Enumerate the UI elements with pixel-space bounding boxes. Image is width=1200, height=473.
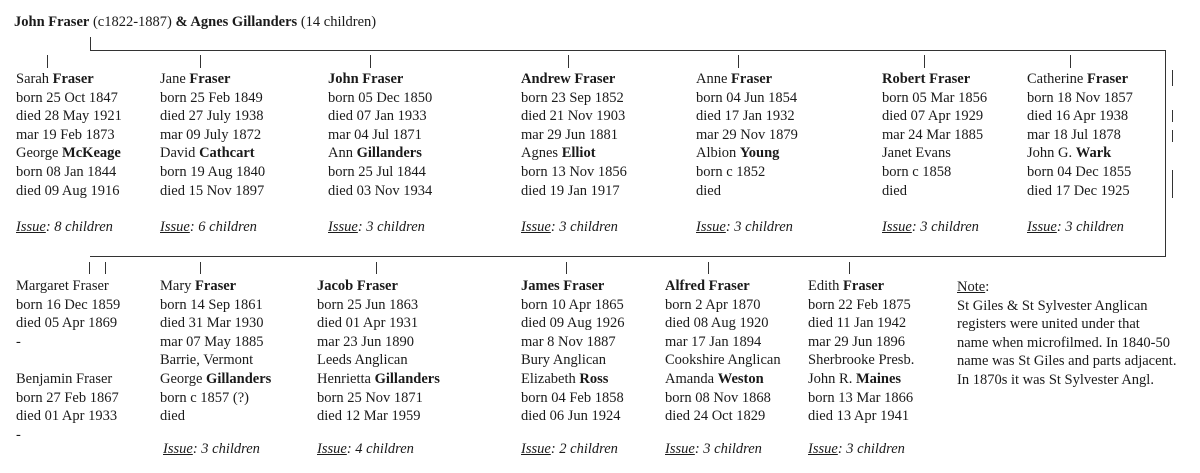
row2-tick [708, 262, 709, 274]
child-entry [160, 277, 271, 426]
spouse-first-name: George [160, 370, 203, 387]
child-detail: born 10 Apr 1865 [521, 296, 624, 313]
row2-tick [849, 262, 850, 274]
spouse-surname: Gillanders [374, 370, 440, 387]
spouse-detail: died 15 Nov 1897 [160, 182, 265, 199]
issue-label [808, 441, 905, 458]
spouse-detail: born 13 Nov 1856 [521, 163, 627, 180]
issue-word: Issue [1027, 219, 1057, 235]
note-heading: Note [957, 279, 986, 295]
husband-first-name: John [14, 14, 45, 30]
spouse-surname: Wark [1075, 145, 1112, 162]
spouse-detail: born 13 Mar 1866 [808, 389, 914, 406]
child-surname: Fraser [843, 278, 885, 294]
note-line: In 1870s it was St Sylvester Angl. [957, 371, 1154, 388]
child-entry [521, 70, 627, 200]
child-surname: Fraser [574, 71, 616, 87]
spouse-detail: born 08 Nov 1868 [665, 389, 771, 406]
issue-word: Issue [163, 441, 193, 457]
row1-tick [1070, 55, 1071, 68]
spouse-detail: born 04 Feb 1858 [521, 389, 624, 406]
child-detail: died 31 Mar 1930 [160, 315, 264, 332]
spouse-first-name: Elizabeth [521, 370, 576, 387]
child-surname: Fraser [708, 278, 750, 294]
spouse-name [328, 144, 432, 163]
child-name [1027, 70, 1133, 89]
row1-tick [200, 55, 201, 68]
child-detail: mar 29 Nov 1879 [696, 126, 798, 143]
spouse-detail: died 06 Jun 1924 [521, 408, 621, 425]
issue-word: Issue [16, 219, 46, 235]
child-detail: born 25 Jun 1863 [317, 296, 419, 313]
spouse-name [696, 144, 798, 163]
child-detail: died 01 Apr 1931 [317, 315, 419, 332]
child-detail: born 18 Nov 1857 [1027, 89, 1133, 106]
note-box [957, 278, 1197, 390]
spouse-surname: Maines [855, 370, 902, 387]
spouse-name [521, 144, 627, 163]
child-detail: Bury Anglican [521, 352, 606, 369]
edge-tick [1172, 130, 1173, 142]
child-detail: - [16, 426, 21, 443]
child-detail: mar 17 Jan 1894 [665, 333, 762, 350]
child-name: Benjamin Fraser [16, 370, 113, 387]
spouse-detail: died [696, 182, 721, 199]
child-detail: mar 8 Nov 1887 [521, 333, 616, 350]
spouse-detail: born 25 Jul 1844 [328, 163, 426, 180]
child-name [317, 277, 440, 296]
child-first-name: Catherine [1027, 71, 1084, 87]
spouse-first-name: David [160, 145, 196, 162]
child-detail: Sherbrooke Presb. [808, 352, 915, 369]
spouse-first-name: George [16, 145, 59, 162]
child-name [665, 277, 781, 296]
child-first-name: Edith [808, 278, 840, 294]
issue-label [328, 219, 425, 236]
row2-tick [200, 262, 201, 274]
spouse-detail: died 03 Nov 1934 [328, 182, 433, 199]
child-first-name: Anne [696, 71, 728, 87]
issue-word: Issue [665, 441, 695, 457]
child-detail: died 05 Apr 1869 [16, 315, 118, 332]
issue-label [882, 219, 979, 236]
child-detail: died 27 July 1938 [160, 108, 264, 125]
child-first-name: Robert [882, 71, 926, 87]
spouse-surname: Gillanders [206, 370, 272, 387]
child-name [521, 70, 627, 89]
child-entry [160, 70, 265, 200]
issue-word: Issue [696, 219, 726, 235]
right-trunk-line [1165, 50, 1166, 256]
spouse-name [665, 370, 781, 389]
child-detail: mar 19 Feb 1873 [16, 126, 115, 143]
child-entry [521, 277, 625, 426]
child-name: Margaret Fraser [16, 278, 109, 294]
child-name [160, 277, 271, 296]
spouse-first-name: Amanda [665, 370, 715, 387]
child-detail: died 16 Apr 1938 [1027, 108, 1129, 125]
child-surname: Fraser [52, 71, 94, 87]
issue-label [696, 219, 793, 236]
spouse-name [16, 144, 122, 163]
child-detail: born 05 Mar 1856 [882, 89, 988, 106]
child-detail: born 2 Apr 1870 [665, 296, 761, 313]
issue-count: : 3 children [1056, 219, 1124, 235]
child-detail: born 04 Jun 1854 [696, 89, 798, 106]
row1-tick [924, 55, 925, 68]
child-entry [808, 277, 914, 426]
issue-label [317, 441, 414, 458]
spouse-first-name: John R. [808, 370, 853, 387]
child-detail: born 25 Feb 1849 [160, 89, 263, 106]
husband-dates: (c1822-1887) [92, 14, 172, 30]
child-surname: Fraser [1087, 71, 1129, 87]
title-ampersand: & [175, 14, 188, 30]
child-detail: born 22 Feb 1875 [808, 296, 911, 313]
spouse-detail: died 09 Aug 1916 [16, 182, 120, 199]
row1-tick [738, 55, 739, 68]
child-first-name: John [328, 71, 359, 87]
child-first-name: Jacob [317, 278, 354, 294]
child-name [521, 277, 625, 296]
child-detail: mar 09 July 1872 [160, 126, 262, 143]
spouse-surname: Ross [579, 370, 609, 387]
child-detail: died 07 Jan 1933 [328, 108, 427, 125]
spouse-first-name: Albion [696, 145, 737, 162]
child-name [882, 70, 987, 89]
wife-first-name: Agnes [190, 14, 229, 30]
spouse-surname: Young [739, 145, 780, 162]
spouse-first-name: Janet Evans [882, 145, 951, 162]
child-surname: Fraser [563, 278, 605, 294]
child-entry-pair [16, 277, 120, 444]
child-surname: Fraser [195, 278, 237, 294]
child-detail: died 28 May 1921 [16, 108, 122, 125]
issue-label [160, 219, 257, 236]
edge-tick [1172, 170, 1173, 198]
spouse-name [160, 144, 265, 163]
issue-label [1027, 219, 1124, 236]
spouse-name [160, 370, 271, 389]
issue-count: : 6 children [189, 219, 257, 235]
child-first-name: James [521, 278, 560, 294]
child-first-name: Alfred [665, 278, 706, 294]
note-line: registers were united under that [957, 316, 1140, 333]
child-detail: died 11 Jan 1942 [808, 315, 907, 332]
row2-tick [89, 262, 90, 274]
child-detail: Cookshire Anglican [665, 352, 781, 369]
row2-tick [566, 262, 567, 274]
child-surname: Fraser [731, 71, 773, 87]
issue-word: Issue [808, 441, 838, 457]
spouse-name [808, 370, 914, 389]
spouse-detail: died [882, 182, 907, 199]
child-entry [665, 277, 781, 426]
child-detail: mar 29 Jun 1881 [521, 126, 619, 143]
child-entry [696, 70, 798, 200]
child-detail: - [16, 333, 21, 350]
issue-word: Issue [328, 219, 358, 235]
issue-count: : 4 children [346, 441, 414, 457]
child-surname: Fraser [189, 71, 231, 87]
spouse-detail: born c 1858 [882, 163, 952, 180]
spouse-detail: born 19 Aug 1840 [160, 163, 266, 180]
child-detail: born 05 Dec 1850 [328, 89, 433, 106]
note-line: name when microfilmed. In 1840-50 [957, 334, 1171, 351]
child-entry [882, 70, 987, 200]
spouse-surname: Weston [717, 370, 764, 387]
spouse-first-name: Henrietta [317, 370, 371, 387]
spacer [16, 351, 120, 370]
spouse-name [1027, 144, 1133, 163]
child-detail: mar 29 Jun 1896 [808, 333, 906, 350]
issue-word: Issue [317, 441, 347, 457]
child-detail: born 16 Dec 1859 [16, 296, 121, 313]
child-detail: Leeds Anglican [317, 352, 408, 369]
note-line: name was St Giles and parts adjacent. [957, 353, 1177, 370]
child-detail: died 01 Apr 1933 [16, 408, 118, 425]
edge-tick [1172, 70, 1173, 86]
child-entry [317, 277, 440, 426]
issue-word: Issue [160, 219, 190, 235]
child-entry [16, 70, 122, 200]
child-detail: died 08 Aug 1920 [665, 315, 769, 332]
issue-count: : 3 children [192, 441, 260, 457]
issue-label [16, 219, 113, 236]
spouse-surname: McKeage [62, 145, 121, 162]
child-first-name: Mary [160, 278, 192, 294]
child-surname: Fraser [362, 71, 404, 87]
child-detail: born 23 Sep 1852 [521, 89, 624, 106]
child-name [696, 70, 798, 89]
row1-tick [47, 55, 48, 68]
issue-count: : 3 children [357, 219, 425, 235]
edge-tick [1172, 110, 1173, 122]
issue-count: : 2 children [550, 441, 618, 457]
spouse-name [882, 144, 987, 163]
child-surname: Fraser [356, 278, 398, 294]
spouse-surname: Gillanders [356, 145, 422, 162]
spouse-detail: born c 1857 (?) [160, 389, 249, 406]
row1-tick [370, 55, 371, 68]
husband-last-name: Fraser [48, 14, 90, 30]
spouse-detail: died 13 Apr 1941 [808, 408, 910, 425]
spouse-first-name: John G. [1027, 145, 1073, 162]
spouse-detail: died [160, 408, 185, 425]
spouse-detail: born 08 Jan 1844 [16, 163, 117, 180]
spouse-detail: died 24 Oct 1829 [665, 408, 766, 425]
child-detail: mar 04 Jul 1871 [328, 126, 422, 143]
child-detail: died 07 Apr 1929 [882, 108, 984, 125]
child-name [328, 70, 432, 89]
spouse-first-name: Agnes [521, 145, 559, 162]
child-detail: mar 23 Jun 1890 [317, 333, 415, 350]
note-line: St Giles & St Sylvester Anglican [957, 297, 1148, 314]
child-detail: mar 18 Jul 1878 [1027, 126, 1121, 143]
issue-word: Issue [521, 219, 551, 235]
spouse-name [521, 370, 625, 389]
spouse-name [317, 370, 440, 389]
issue-label [521, 219, 618, 236]
spouse-detail: died 12 Mar 1959 [317, 408, 421, 425]
spouse-first-name: Ann [328, 145, 353, 162]
child-name [808, 277, 914, 296]
child-detail: died 21 Nov 1903 [521, 108, 626, 125]
issue-label [163, 441, 260, 458]
child-name [16, 70, 122, 89]
issue-label [665, 441, 762, 458]
row2-sibling-line [90, 256, 1166, 257]
child-first-name: Sarah [16, 71, 50, 87]
spouse-detail: born 25 Nov 1871 [317, 389, 423, 406]
child-detail: died 17 Jan 1932 [696, 108, 795, 125]
spouse-detail: died 19 Jan 1917 [521, 182, 620, 199]
child-first-name: Jane [160, 71, 186, 87]
children-count: (14 children) [300, 14, 377, 30]
issue-count: : 3 children [837, 441, 905, 457]
issue-word: Issue [521, 441, 551, 457]
row2-tick [105, 262, 106, 274]
wife-last-name: Gillanders [231, 14, 298, 30]
row1-tick [568, 55, 569, 68]
child-name [160, 70, 265, 89]
issue-count: : 3 children [550, 219, 618, 235]
child-detail: mar 24 Mar 1885 [882, 126, 984, 143]
child-first-name: Andrew [521, 71, 571, 87]
child-entry [1027, 70, 1133, 200]
spouse-detail: died 17 Dec 1925 [1027, 182, 1130, 199]
spouse-detail: born c 1852 [696, 163, 766, 180]
child-detail: died 09 Aug 1926 [521, 315, 625, 332]
child-detail: born 14 Sep 1861 [160, 296, 263, 313]
issue-count: : 8 children [45, 219, 113, 235]
child-entry [328, 70, 432, 200]
note-heading-suffix: : [985, 279, 990, 295]
issue-count: : 3 children [911, 219, 979, 235]
issue-count: : 3 children [725, 219, 793, 235]
child-surname: Fraser [929, 71, 971, 87]
spouse-surname: Elliot [561, 145, 596, 162]
spouse-detail: born 04 Dec 1855 [1027, 163, 1132, 180]
child-detail: born 25 Oct 1847 [16, 89, 118, 106]
family-title [14, 14, 376, 31]
issue-word: Issue [882, 219, 912, 235]
child-detail: born 27 Feb 1867 [16, 389, 119, 406]
row2-tick [376, 262, 377, 274]
issue-label [521, 441, 618, 458]
child-detail: Barrie, Vermont [160, 352, 254, 369]
spouse-surname: Cathcart [199, 145, 255, 162]
row1-sibling-line [90, 50, 1166, 51]
issue-count: : 3 children [694, 441, 762, 457]
child-detail: mar 07 May 1885 [160, 333, 264, 350]
root-drop-line [90, 37, 91, 51]
